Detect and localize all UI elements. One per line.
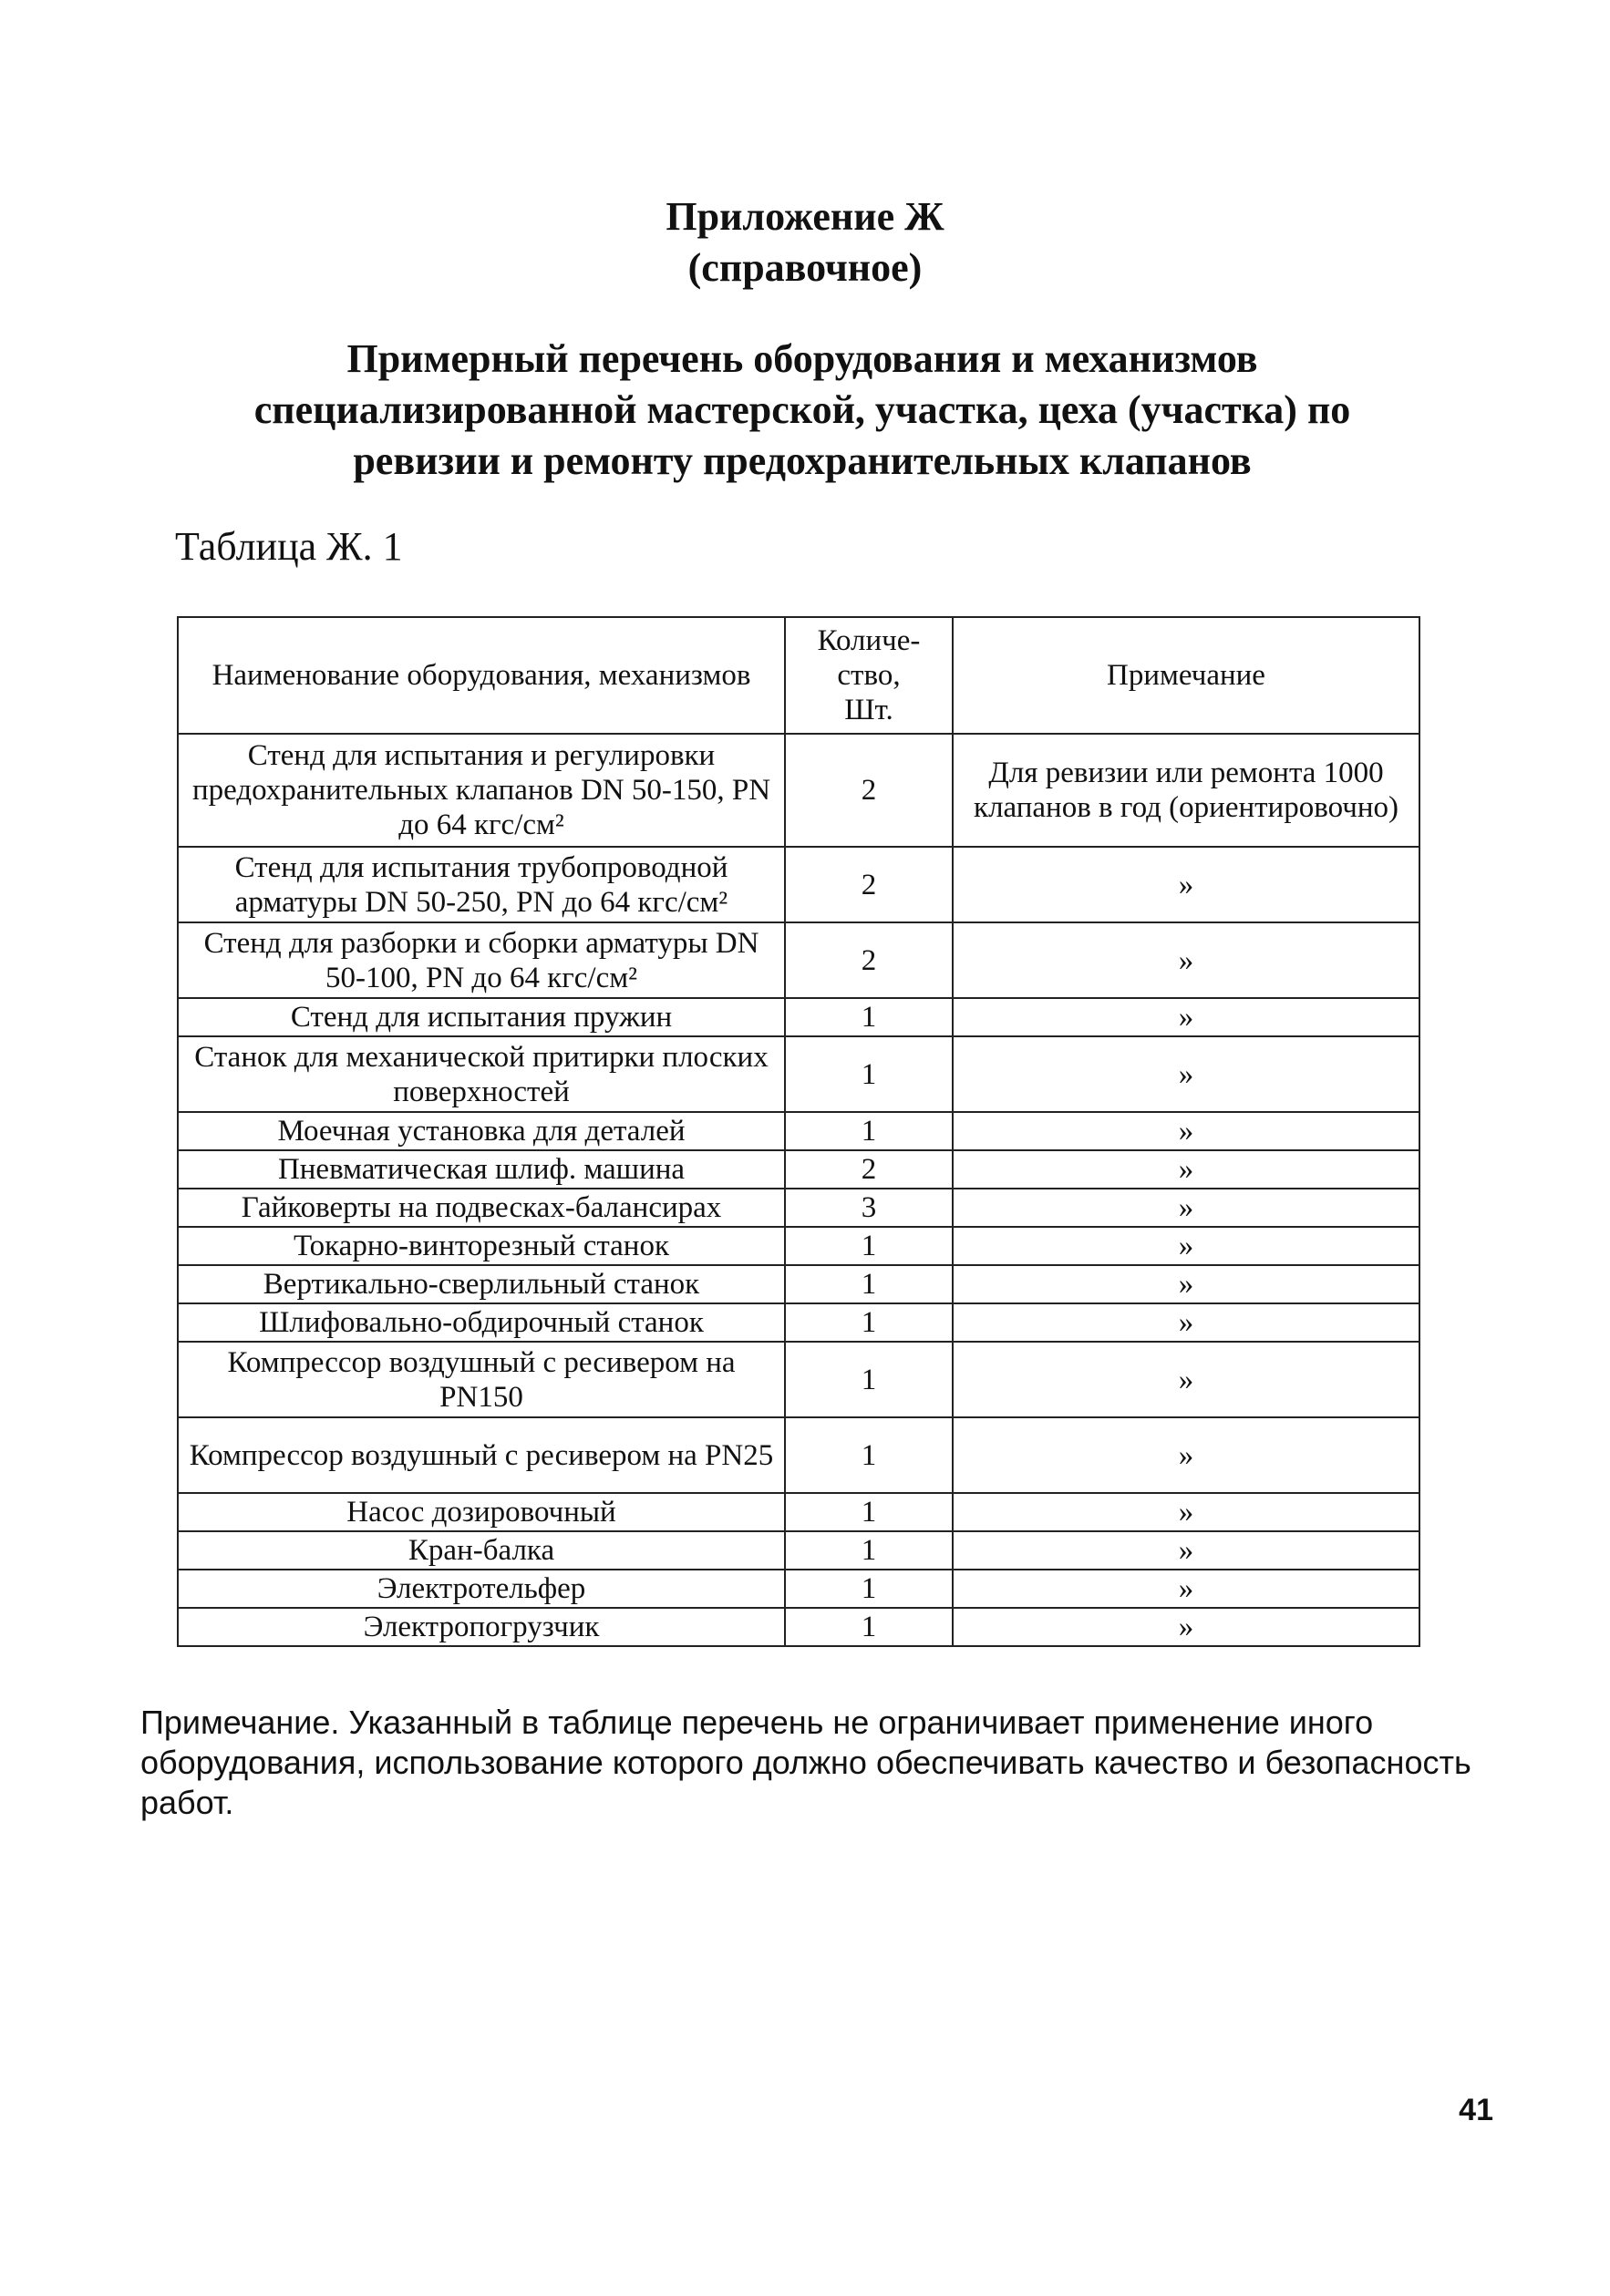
row-note: » xyxy=(953,1531,1419,1570)
row-qty: 1 xyxy=(785,1570,953,1608)
row-name: Гайковерты на подвесках-балансирах xyxy=(178,1189,785,1227)
table-row xyxy=(178,1227,1419,1265)
header-note: Примечание xyxy=(953,617,1419,734)
row-name: Вертикально-сверлильный станок xyxy=(178,1265,785,1303)
appendix-subtitle: (справочное) xyxy=(687,245,923,290)
page-number: 41 xyxy=(1459,2093,1493,2127)
row-note: » xyxy=(953,1189,1419,1227)
row-name: Токарно-винторезный станок xyxy=(178,1227,785,1265)
row-name: Пневматическая шлиф. машина xyxy=(178,1150,785,1189)
header-qty xyxy=(785,617,953,734)
row-name: Насос дозировочный xyxy=(178,1493,785,1531)
row-qty: 2 xyxy=(785,847,953,922)
table-row xyxy=(178,1608,1419,1646)
row-qty: 1 xyxy=(785,998,953,1036)
row-qty: 1 xyxy=(785,1265,953,1303)
row-note: » xyxy=(953,1150,1419,1189)
row-qty: 1 xyxy=(785,1112,953,1150)
row-note: » xyxy=(953,1493,1419,1531)
appendix-title: Приложение Ж xyxy=(666,194,944,239)
row-qty: 1 xyxy=(785,1342,953,1417)
row-note: » xyxy=(953,1227,1419,1265)
row-qty: 1 xyxy=(785,1036,953,1112)
table-row xyxy=(178,1417,1419,1493)
table-row xyxy=(178,1036,1419,1112)
row-qty: 2 xyxy=(785,922,953,998)
row-note: » xyxy=(953,847,1419,922)
row-name: Стенд для испытания пружин xyxy=(178,998,785,1036)
table-caption: Таблица Ж. 1 xyxy=(175,524,403,569)
table-row xyxy=(178,1265,1419,1303)
row-name: Компрессор воздушный с ресивером на PN150 xyxy=(178,1342,785,1417)
row-name: Шлифовально-обдирочный станок xyxy=(178,1303,785,1342)
row-note: » xyxy=(953,1303,1419,1342)
row-note: » xyxy=(953,1036,1419,1112)
table-row xyxy=(178,998,1419,1036)
table-row xyxy=(178,1342,1419,1417)
row-qty: 1 xyxy=(785,1417,953,1493)
table-row xyxy=(178,734,1419,847)
row-qty: 2 xyxy=(785,1150,953,1189)
row-note: » xyxy=(953,1112,1419,1150)
table-row xyxy=(178,1112,1419,1150)
row-name: Стенд для испытания трубопроводной арматуры DN 50-250, PN до 64 кгс/см² xyxy=(178,847,785,922)
table-row xyxy=(178,1150,1419,1189)
table-row xyxy=(178,1303,1419,1342)
table-row xyxy=(178,922,1419,998)
row-note: » xyxy=(953,1417,1419,1493)
table-row xyxy=(178,847,1419,922)
table-row xyxy=(178,1493,1419,1531)
row-qty: 1 xyxy=(785,1493,953,1531)
table-header-row xyxy=(178,617,1419,734)
document-heading xyxy=(164,334,1440,487)
heading-line-3: ревизии и ремонту предохранительных клапанов xyxy=(353,438,1252,483)
row-name: Компрессор воздушный с ресивером на PN25 xyxy=(178,1417,785,1493)
row-qty: 2 xyxy=(785,734,953,847)
table-row xyxy=(178,1531,1419,1570)
header-qty-line-2: ство, xyxy=(837,659,901,692)
equipment-table xyxy=(177,616,1420,1647)
row-note: » xyxy=(953,1342,1419,1417)
header-qty-line-1: Количе- xyxy=(817,624,921,657)
row-qty: 3 xyxy=(785,1189,953,1227)
row-name: Станок для механической притирки плоских поверхностей xyxy=(178,1036,785,1112)
heading-line-2: специализированной мастерской, участка, цеха (участка) по xyxy=(253,387,1351,432)
row-name: Стенд для испытания и регулировки предохранительных клапанов DN 50-150, PN до 64 кгс/см² xyxy=(178,734,785,847)
heading-line-1: Примерный перечень оборудования и механизмов xyxy=(346,336,1258,381)
row-qty: 1 xyxy=(785,1303,953,1342)
footnote: Примечание. Указанный в таблице перечень не ограничивает применение иного оборудования, использование которого должно обеспечивать качество и безопасность работ. xyxy=(140,1704,1471,1821)
row-note: » xyxy=(953,998,1419,1036)
header-name: Наименование оборудования, механизмов xyxy=(178,617,785,734)
row-note: » xyxy=(953,922,1419,998)
row-qty: 1 xyxy=(785,1227,953,1265)
table-row xyxy=(178,1189,1419,1227)
row-name: Кран-балка xyxy=(178,1531,785,1570)
row-qty: 1 xyxy=(785,1531,953,1570)
header-qty-line-3: Шт. xyxy=(844,694,893,726)
row-note: » xyxy=(953,1265,1419,1303)
row-note: Для ревизии или ремонта 1000 клапанов в год (ориентировочно) xyxy=(953,734,1419,847)
row-name: Стенд для разборки и сборки арматуры DN 50-100, PN до 64 кгс/см² xyxy=(178,922,785,998)
row-qty: 1 xyxy=(785,1608,953,1646)
row-note: » xyxy=(953,1608,1419,1646)
row-note: » xyxy=(953,1570,1419,1608)
row-name: Электротельфер xyxy=(178,1570,785,1608)
row-name: Электропогрузчик xyxy=(178,1608,785,1646)
row-name: Моечная установка для деталей xyxy=(178,1112,785,1150)
table-row xyxy=(178,1570,1419,1608)
